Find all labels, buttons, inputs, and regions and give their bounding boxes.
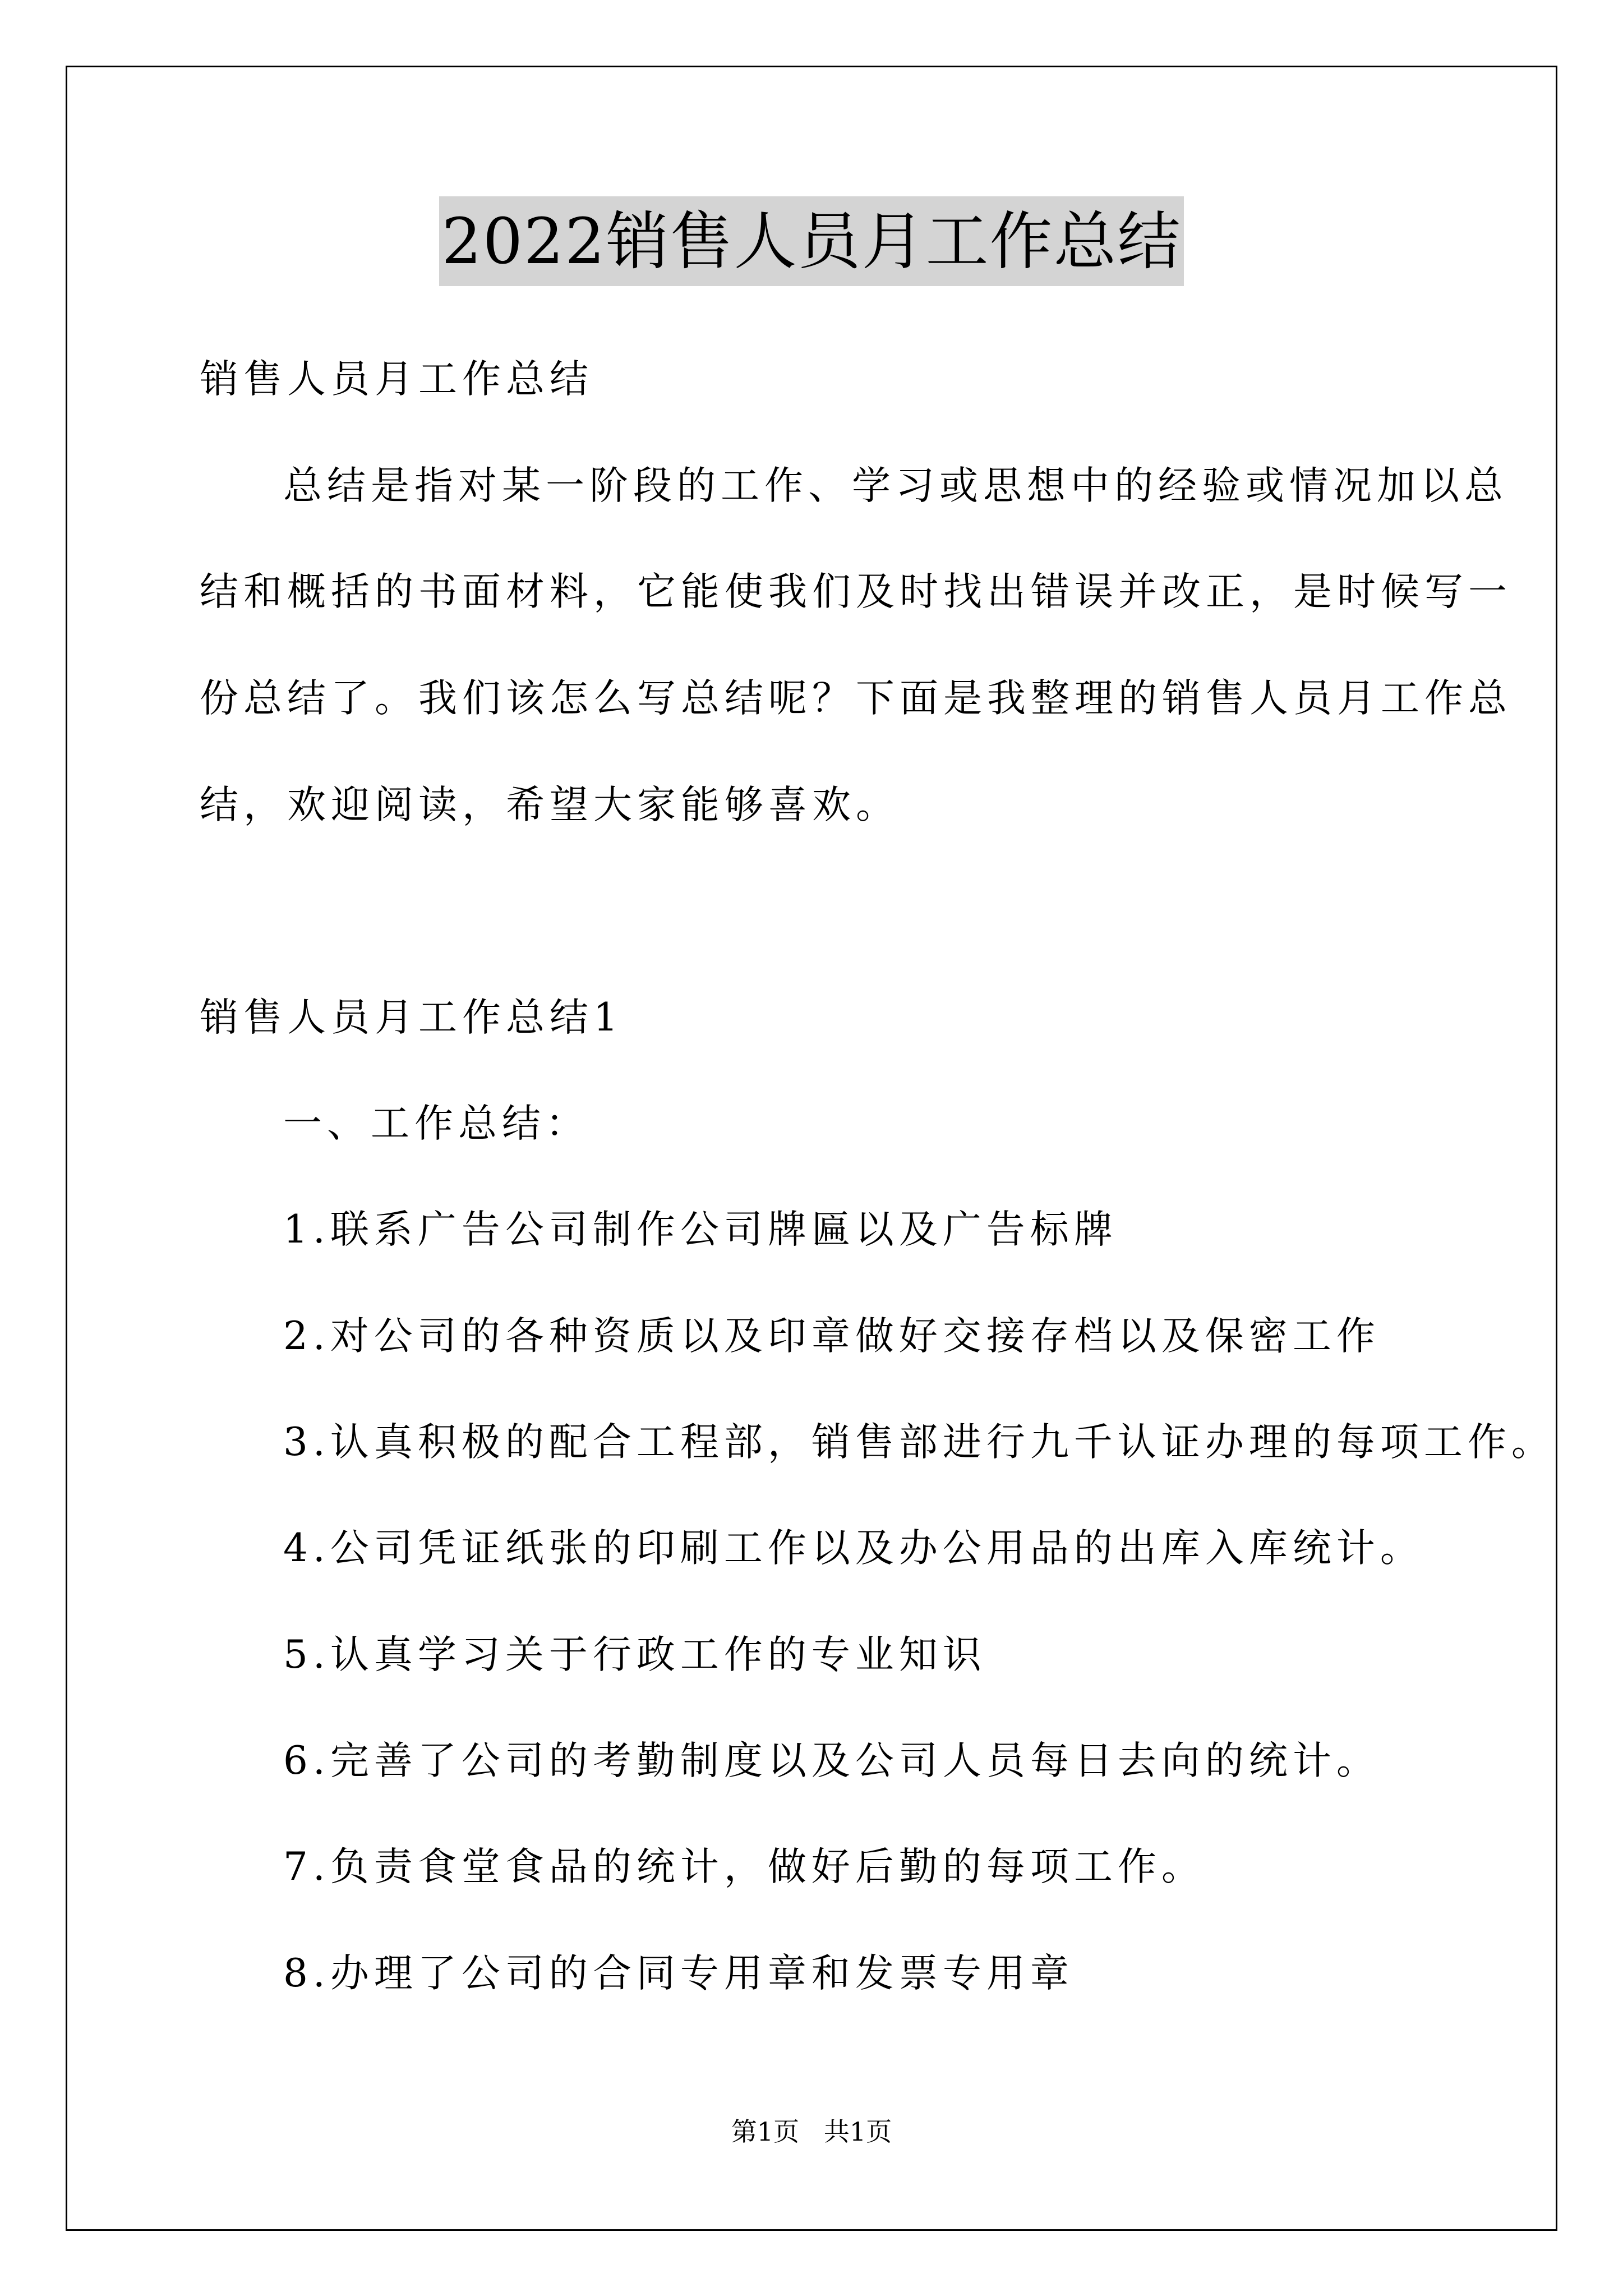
part-heading: 一、工作总结：: [283, 1101, 589, 1146]
page-number-footer: 第1页 共1页: [731, 2116, 892, 2147]
list-item: 7.负责食堂食品的统计，做好后勤的每项工作。: [283, 1844, 1205, 1889]
intro-line-1: 总结是指对某一阶段的工作、学习或思想中的经验或情况加以总: [283, 463, 1508, 508]
intro-line-2: 结和概括的书面材料，它能使我们及时找出错误并改正，是时候写一: [200, 569, 1512, 614]
document-title: 2022销售人员月工作总结: [439, 196, 1183, 286]
list-item: 6.完善了公司的考勤制度以及公司人员每日去向的统计。: [283, 1738, 1380, 1783]
list-item: 1.联系广告公司制作公司牌匾以及广告标牌: [283, 1207, 1118, 1252]
list-item: 8.办理了公司的合同专用章和发票专用章: [283, 1951, 1074, 1996]
intro-line-4: 结，欢迎阅读，希望大家能够喜欢。: [200, 783, 900, 827]
list-item: 5.认真学习关于行政工作的专业知识: [283, 1632, 986, 1677]
list-item: 3.认真积极的配合工程部，销售部进行九千认证办理的每项工作。: [283, 1420, 1555, 1465]
intro-line-3: 份总结了。我们该怎么写总结呢？下面是我整理的销售人员月工作总: [200, 676, 1512, 721]
title-container: [0, 196, 1623, 286]
document-subtitle: 销售人员月工作总结: [200, 357, 593, 402]
section-heading: 销售人员月工作总结1: [200, 995, 623, 1040]
list-item: 2.对公司的各种资质以及印章做好交接存档以及保密工作: [283, 1314, 1380, 1359]
list-item: 4.公司凭证纸张的印刷工作以及办公用品的出库入库统计。: [283, 1526, 1424, 1571]
